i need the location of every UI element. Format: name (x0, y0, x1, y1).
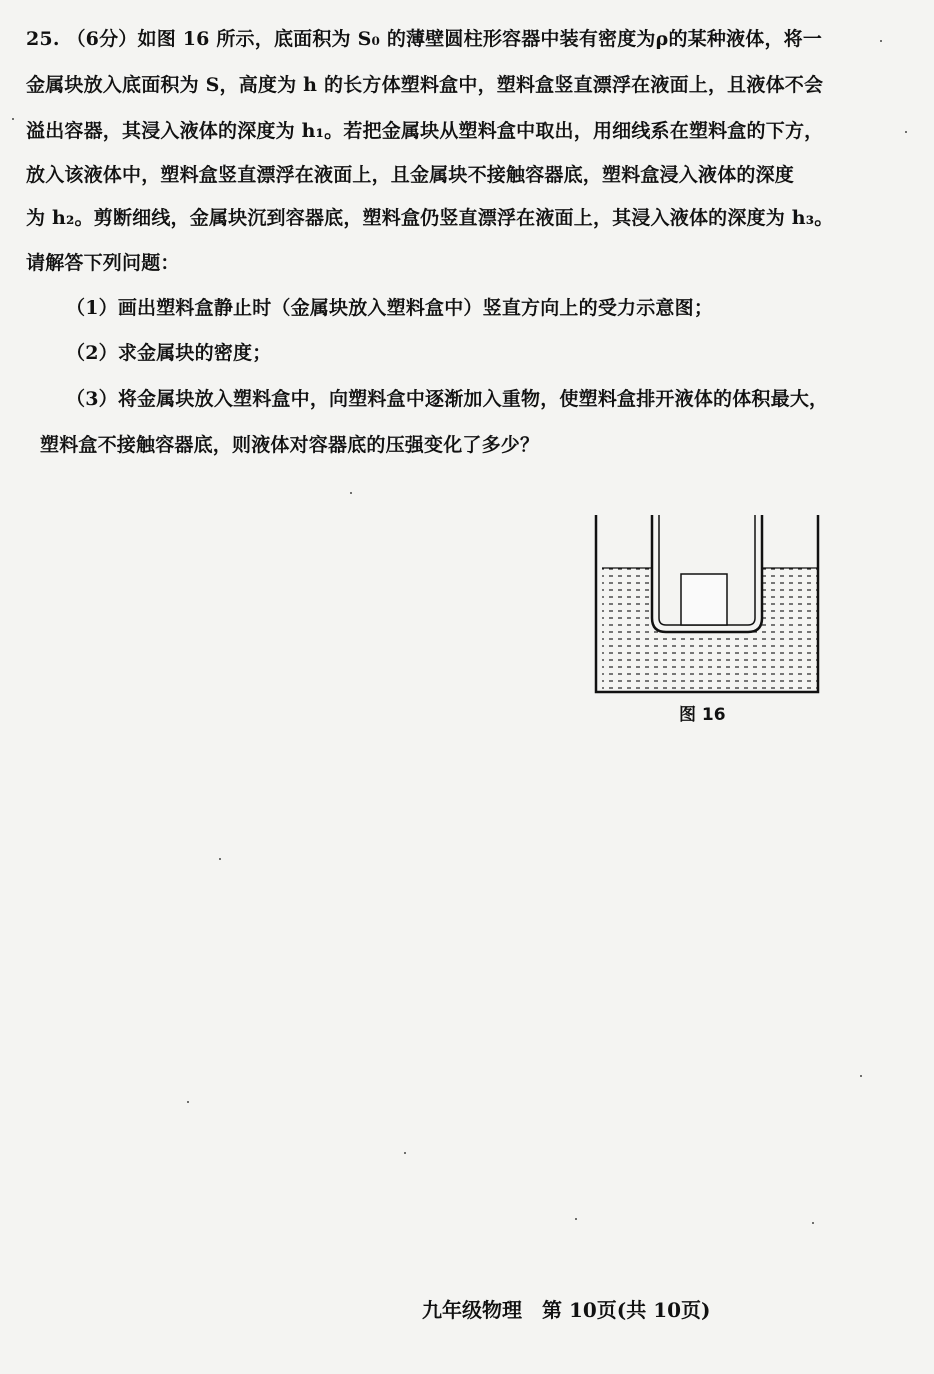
question-line-6: 请解答下列问题： (26, 252, 180, 274)
scan-speck (350, 492, 352, 494)
question-line-2: 金属块放入底面积为 S，高度为 h 的长方体塑料盒中，塑料盒竖直漂浮在液面上，且液体不会 (26, 74, 824, 96)
scan-speck (12, 118, 14, 120)
scan-speck (219, 858, 221, 860)
scan-speck (187, 1101, 189, 1103)
question-line-4: 放入该液体中，塑料盒竖直漂浮在液面上，且金属块不接触容器底，塑料盒浸入液体的深度 (26, 164, 795, 186)
question-line-5: 为 h₂。剪断细线，金属块沉到容器底，塑料盒仍竖直漂浮在液面上，其浸入液体的深度为 h₃。 (26, 207, 834, 229)
scan-speck (905, 131, 907, 133)
scan-speck (575, 1218, 577, 1220)
subquestion-3: （3）将金属块放入塑料盒中，向塑料盒中逐渐加入重物，使塑料盒排开液体的体积最大， (66, 388, 829, 410)
container-diagram (590, 510, 830, 700)
figure-caption: 图 16 (679, 705, 726, 725)
subquestion-1: （1）画出塑料盒静止时（金属块放入塑料盒中）竖直方向上的受力示意图； (66, 297, 714, 319)
metal-block (681, 574, 727, 625)
subquestion-3-cont: 塑料盒不接触容器底，则液体对容器底的压强变化了多少？ (40, 434, 540, 456)
scan-speck (404, 1152, 406, 1154)
question-line-3: 溢出容器，其浸入液体的深度为 h₁。若把金属块从塑料盒中取出，用细线系在塑料盒的下方， (26, 120, 824, 142)
scan-speck (880, 40, 882, 42)
question-line-1: 25. （6分）如图 16 所示，底面积为 S₀ 的薄壁圆柱形容器中装有密度为ρ的某种液体，将一 (26, 28, 823, 50)
subquestion-2: （2）求金属块的密度； (66, 342, 272, 364)
scan-speck (860, 1075, 862, 1077)
scan-speck (812, 1222, 814, 1224)
page-footer: 九年级物理 第 10页(共 10页) (422, 1298, 711, 1322)
